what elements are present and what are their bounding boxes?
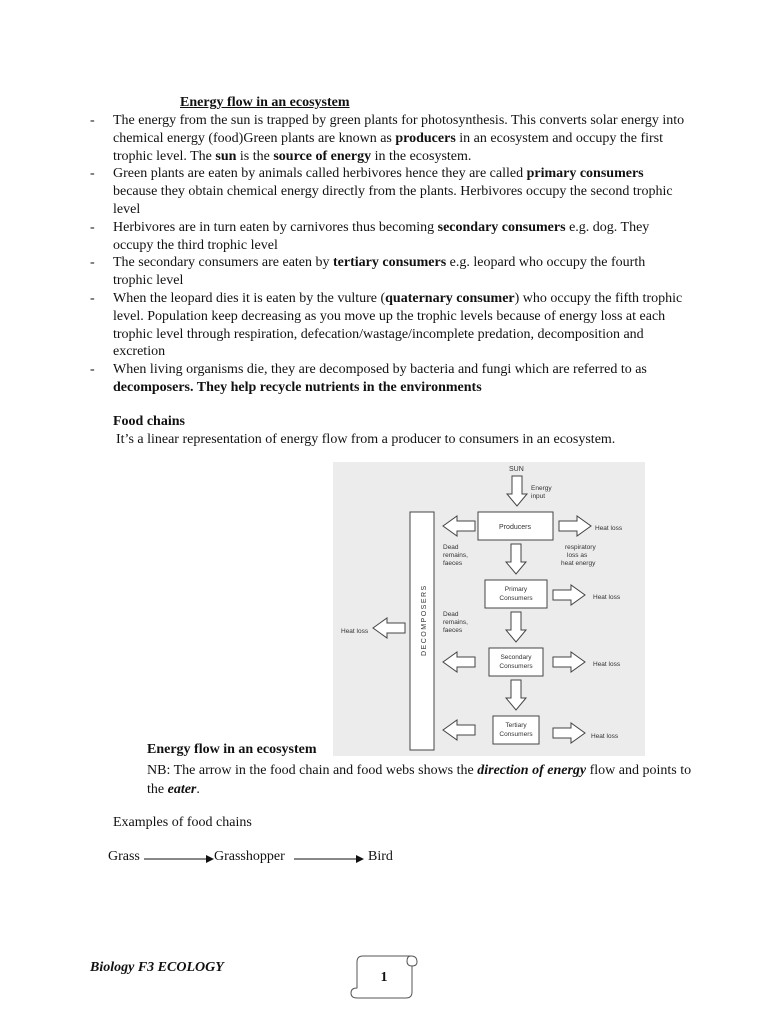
bullet-text-segment: because they obtain chemical energy directly from the plants. Herbivores occupy the second trophic level [113,184,673,217]
chain-grasshopper: Grasshopper [214,849,285,864]
dead-remains-2-line2: remains, [443,619,468,626]
primary-line2: Consumers [499,595,533,602]
dead-remains-2-line1: Dead [443,611,459,618]
bullet-text-segment: When the leopard dies it is eaten by the vulture ( [113,290,386,306]
bullet-text-segment: decomposers. They help recycle nutrients in the environments [113,379,482,395]
bullet-text-segment: The energy from the sun is trapped by green plants for photosynthesis. This converts solar energy into chemical energy (food)Green plants are known as [113,113,685,146]
bullet-item: - When living organisms die, they are decomposed by bacteria and fungi which are referred to as decomposers. They help recycle nutrients in the environments [90,362,647,395]
respiratory-line2: loss as [567,552,588,559]
bullet-item: - Herbivores are in turn eaten by carnivores thus becoming secondary consumers e.g. dog. They occupy the third trophic level [90,219,650,253]
bullet-text-segment: in the ecosystem. [371,148,472,164]
page-number: 1 [380,970,388,985]
bullet-text-segment: in an ecosystem and occupy the first trophic level. The [113,130,663,164]
bullet-item: - Green plants are eaten by animals called herbivores hence they are called primary consumers because they obtain chemical energy directly from the plants. Herbivores occupy the second trophic level [90,166,673,217]
nb-note: NB: The arrow in the food chain and food webs shows the direction of energy flow and points to the eater. [147,763,692,797]
food-chains-heading: Food chains [113,414,185,429]
bullet-text-segment: secondary consumers [437,219,566,235]
bullet-text-segment: producers [395,130,456,146]
bullet-text-segment: primary consumers [526,166,644,182]
energy-input-line1: Energy [531,485,552,492]
bullet-item: - The energy from the sun is trapped by green plants for photosynthesis. This converts solar energy into chemical energy (food)Green plants are known as producers in an ecosystem and occupy the first trophic level. The sun is the source of energy in the ecosystem. [90,113,685,164]
dead-remains-1-line2: remains, [443,552,468,559]
heat-loss-label-3: Heat loss [593,661,621,668]
chain-bird: Bird [368,849,393,864]
dead-remains-2-line3: faeces [443,627,463,634]
tertiary-line2: Consumers [499,731,533,738]
heat-loss-label-1: Heat loss [595,525,623,532]
page-number-scroll [349,952,419,1004]
heat-loss-label-4: Heat loss [591,733,619,740]
food-chains-definition: It’s a linear representation of energy flow from a producer to consumers in an ecosystem. [116,432,616,447]
bullet-text-segment: tertiary consumers [333,255,447,271]
bullet-text-segment: e.g. leopard who occupy the fourth trophic level [113,255,646,289]
bullet-text-segment: ) who occupy the fifth trophic level. Population keep decreasing as you move up the trophic levels because of energy loss at each trophic level through respiration, defecation/wastage/incomplete predation, decomposition and excretion [113,290,683,360]
bullet-text-segment: sun [215,148,237,164]
secondary-line2: Consumers [499,663,533,670]
chain-arrow-icon [144,849,214,867]
dead-remains-1-line3: faeces [443,560,463,567]
dead-remains-1-line1: Dead [443,544,459,551]
footer-label: Biology F3 ECOLOGY [90,960,224,975]
bullet-item: - The secondary consumers are eaten by tertiary consumers e.g. leopard who occupy the fourth trophic level [90,255,646,289]
bullet-text-segment: e.g. dog. They occupy the third trophic level [113,219,650,253]
examples-label: Examples of food chains [113,815,252,830]
producers-label: Producers [499,524,531,531]
bullet-item: - When the leopard dies it is eaten by the vulture (quaternary consumer) who occupy the fifth trophic level. Population keep decreasing as you move up the trophic levels because of energy loss at each trophic level through respiration, defecation/wastage/incomplete predation, decomposition and excretion [90,290,683,360]
respiratory-line3: heat energy [561,560,596,567]
secondary-line1: Secondary [500,654,532,661]
bullet-text-segment: Herbivores are in turn eaten by carnivores thus becoming [113,219,438,235]
heat-loss-label-2: Heat loss [593,594,621,601]
energy-flow-diagram [333,462,645,756]
heat-loss-label-5: Heat loss [341,628,369,635]
section-title: Energy flow in an ecosystem [180,95,350,110]
tertiary-consumers-box [493,716,539,744]
primary-consumers-box [485,580,547,608]
bullet-text-segment: The secondary consumers are eaten by [113,255,334,271]
secondary-consumers-box [489,648,543,676]
primary-line1: Primary [504,586,528,593]
bullet-text-segment: is the [236,148,274,164]
decomposers-label: DECOMPOSERS [421,584,428,656]
bullet-text-segment: source of energy [273,148,372,164]
bullet-text-segment: When living organisms die, they are decomposed by bacteria and fungi which are referred to as [113,362,647,378]
respiratory-line1: respiratory [565,544,596,551]
energy-input-line2: input [531,493,546,500]
energy-flow-bullets [88,112,688,397]
chain-arrow-icon [294,849,364,867]
chain-grass: Grass [108,849,140,864]
sun-label: SUN [509,466,524,473]
tertiary-line1: Tertiary [505,722,527,729]
bullet-text-segment: Green plants are eaten by animals called herbivores hence they are called [113,166,527,182]
figure-caption: Energy flow in an ecosystem [147,742,317,757]
bullet-text-segment: quaternary consumer [385,290,515,306]
